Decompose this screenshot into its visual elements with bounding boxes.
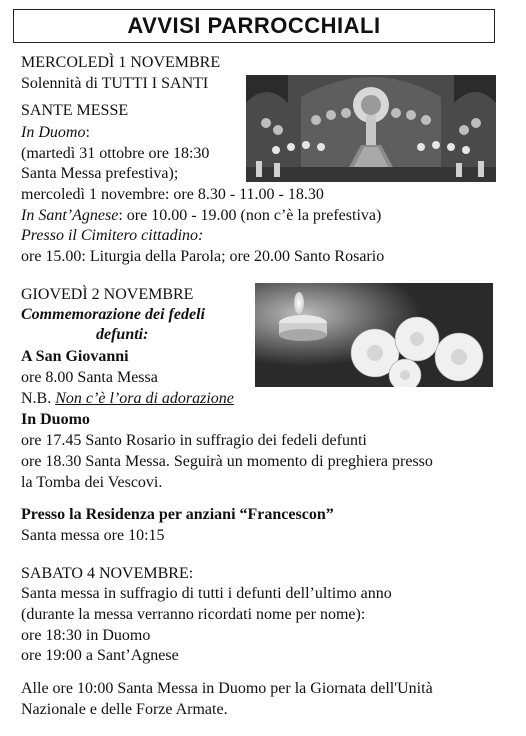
nov2-residenza-text: Santa messa ore 10:15 [21,527,165,544]
nov2-commemoration-line-1: Commemorazione dei fedeli [21,306,205,323]
nov1-duomo-label: In Duomo [21,124,86,141]
nov2-duomo-line-1: ore 17.45 Santo Rosario in suffragio dei fedeli defunti [21,432,367,449]
nov1-agnese-line [21,206,381,225]
nov2-nb-line [21,389,234,408]
page-title: AVVISI PARROCCHIALI [127,13,381,38]
nov2-duomo-line-2: ore 18.30 Santa Messa. Seguirà un momento di preghiera presso [21,453,433,470]
nov2-sangiovanni-label: A San Giovanni [21,348,129,365]
nov2-duomo-line-3: la Tomba dei Vescovi. [21,474,163,491]
nov4-line-1: Santa messa in suffragio di tutti i defunti dell’ultimo anno [21,585,392,602]
nov1-cemetery-text: ore 15.00: Liturgia della Parola; ore 20.00 Santo Rosario [21,248,385,265]
nov4-line-4: ore 19:00 a Sant’Agnese [21,647,179,664]
nov1-date: MERCOLEDÌ 1 NOVEMBRE [21,54,221,71]
nov1-cemetery-label: Presso il Cimitero cittadino: [21,227,204,244]
nov1-feast: Solennità di TUTTI I SANTI [21,75,209,92]
nov1-duomo-colon: : [85,124,90,141]
nov1-masses-title: SANTE MESSE [21,102,129,119]
nov1-agnese-label: In Sant’Agnese [21,207,119,224]
nov1-prefestiva-line-1: (martedì 31 ottobre ore 18:30 [21,145,210,162]
nov2-residenza-label: Presso la Residenza per anziani “Francescon” [21,506,334,523]
nov1-duomo-line [21,123,90,142]
all-saints-painting-image [246,75,496,182]
nov2-nb-prefix: N.B. [21,390,56,407]
closing-line-2: Nazionale e delle Forze Armate. [21,701,228,718]
closing-line-1: Alle ore 10:00 Santa Messa in Duomo per la Giornata dell'Unità [21,680,433,697]
nov1-agnese-text: : ore 10.00 - 19.00 (non c’è la prefestiva) [118,207,382,224]
nov2-date: GIOVEDÌ 2 NOVEMBRE [21,286,194,303]
nov1-prefestiva-line-2: Santa Messa prefestiva); [21,165,179,182]
nov2-commemoration-line-2: defunti: [96,326,149,343]
nov1-wednesday-line: mercoledì 1 novembre: ore 8.30 - 11.00 - 18.30 [21,186,324,203]
nov2-nb-text: Non c’è l’ora di adorazione [55,390,234,407]
candle-flowers-photo [255,283,493,387]
page-header [13,9,495,43]
nov2-sangiovanni-text: ore 8.00 Santa Messa [21,369,158,386]
nov2-duomo-label: In Duomo [21,411,90,428]
nov4-date: SABATO 4 NOVEMBRE: [21,565,194,582]
nov4-line-2: (durante la messa verranno ricordati nome per nome): [21,606,366,623]
nov4-line-3: ore 18:30 in Duomo [21,627,151,644]
